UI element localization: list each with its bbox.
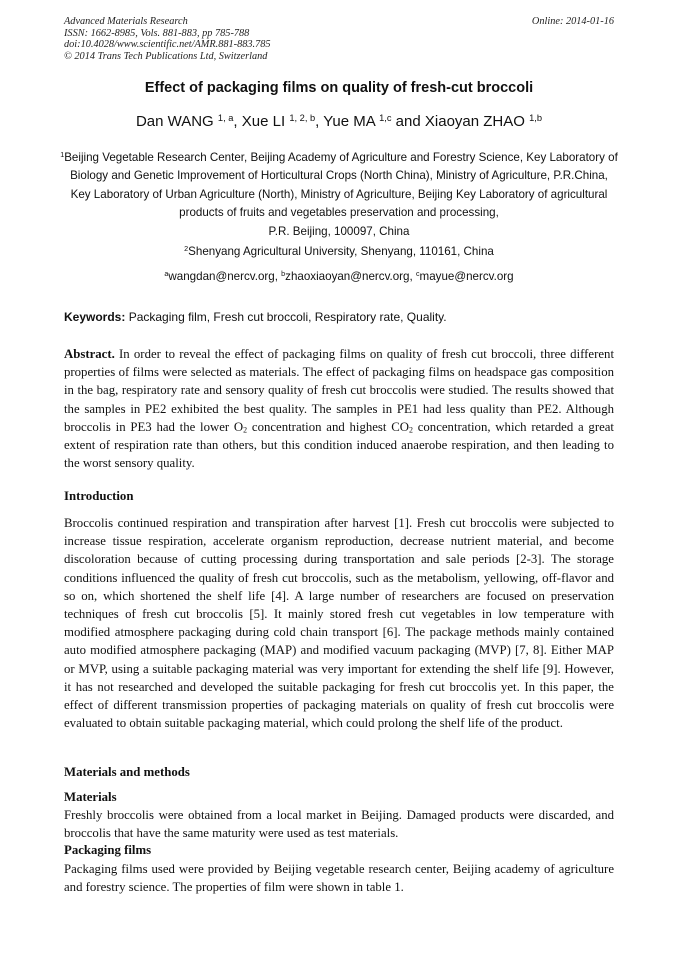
author-name: Xue LI (241, 113, 286, 130)
author-separator: , (315, 113, 324, 130)
author-affiliation-mark: 1, a (217, 112, 234, 123)
author-affiliation-mark: 1,c (379, 112, 392, 123)
author-list (40, 113, 638, 130)
email-mark: a (164, 269, 169, 279)
author-emails (60, 268, 618, 286)
author-separator: , (233, 113, 242, 130)
email-mark: c (415, 269, 420, 279)
subscript: 2 (243, 425, 248, 435)
journal-doi: doi:10.4028/www.scientific.net/AMR.881-883.785 (64, 39, 271, 50)
author-affiliation-mark: 1, 2, b (289, 112, 316, 123)
subscript: 2 (409, 425, 413, 435)
introduction-heading: Introduction (64, 489, 134, 503)
affiliation-city: P.R. Beijing, 100097, China (268, 224, 410, 238)
abstract-text: concentration, which retarded a great extent of respiration rate than others, but this condition induced anaerobe respiration, and then leading to the worst sensory quality. (64, 419, 614, 471)
affiliation-number: 2 (184, 244, 189, 254)
email-link[interactable]: zhaoxiaoyan@nercv.org (285, 270, 410, 283)
abstract (64, 345, 614, 472)
abstract-text: concentration and highest CO (247, 419, 409, 434)
journal-copyright: © 2014 Trans Tech Publications Ltd, Switzerland (64, 50, 268, 62)
materials-heading: Materials (64, 790, 117, 804)
email-link[interactable]: mayue@nercv.org (419, 270, 514, 283)
methods-heading: Materials and methods (64, 765, 190, 779)
email-separator: , (274, 270, 282, 283)
keywords (64, 308, 614, 326)
introduction-text: Broccolis continued respiration and transpiration after harvest [1]. Fresh cut broccolis were subjected to increase tissue respiration, accelerate organism reproduction, decrease nutrient material, and become discoloration because of cutting processing during transportation and sale periods [2-3]. The storage conditions influenced the quality of fresh cut broccolis, such as the metabolism, yellowing, off-flavor and so on, which shortened the shelf life [4]. A large number of researchers are focused on preservation techniques of fresh cut broccolis [5]. It mainly stored fresh cut vegetables in low temperature with modified atmosphere packaging during cold chain transport [6]. The package methods mainly contained auto modified atmosphere packaging (MAP) and modified vacuum packaging (MVP) [7, 8]. Either MAP or MVP, using a suitable packaging material was very important for extending the shelf life [9]. However, it has not researched and developed the suitable packaging for fresh cut broccolis yet. In this paper, the effect of different transmission properties of packaging materials on quality of fresh cut broccolis were evaluated to obtain suitable packaging material, which could prolong the shelf life of the product. (64, 516, 614, 731)
affiliation-text: Shenyang Agricultural University, Shenyang, 110161, China (188, 245, 494, 258)
email-mark: b (281, 269, 286, 279)
online-date: Online: 2014-01-16 (531, 16, 614, 27)
abstract-label: Abstract. (64, 347, 115, 361)
author-affiliation-mark: 1,b (529, 112, 543, 123)
email-separator: , (409, 270, 416, 283)
author-name: Xiaoyan ZHAO (424, 113, 525, 130)
journal-name: Advanced Materials Research (64, 16, 188, 27)
paper-title: Effect of packaging films on quality of fresh-cut broccoli (144, 80, 534, 96)
email-link[interactable]: wangdan@nercv.org (168, 270, 275, 283)
affiliation-number: 1 (60, 150, 65, 160)
author-separator: and (391, 113, 425, 130)
journal-header (64, 16, 614, 62)
packaging-films-heading: Packaging films (64, 843, 152, 857)
keywords-text: Packaging film, Fresh cut broccoli, Respiratory rate, Quality. (128, 310, 447, 324)
journal-issn: ISSN: 1662-8985, Vols. 881-883, pp 785-788 (64, 27, 250, 39)
affiliation-1 (60, 149, 618, 241)
materials-text: Freshly broccolis were obtained from a local market in Beijing. Damaged products were discarded, and broccolis that have the same maturity were used as test materials. (64, 808, 614, 841)
packaging-films-text: Packaging films used were provided by Beijing vegetable research center, Beijing academy of agriculture and forestry science. The properties of film were shown in table 1. (64, 862, 614, 895)
author-name: Dan WANG (135, 113, 214, 130)
author-name: Yue MA (323, 113, 375, 130)
affiliation-2 (60, 243, 618, 261)
keywords-label: Keywords: (64, 310, 126, 324)
affiliation-text: Beijing Vegetable Research Center, Beijing Academy of Agriculture and Forestry Science, Key Laboratory of Biology and Genetic Improvement of Horticultural Crops (North China), Ministry of Agriculture, P.R.China, Key Laboratory of Urban Agriculture (North), Ministry of Agriculture, Beijing Key Laboratory of agricultural products of fruits and vegetables preservation and processing, (64, 151, 618, 220)
abstract-text: In order to reveal the effect of packaging films on quality of fresh cut broccoli, three different properties of films were selected as materials. The effect of packaging films on headspace gas composition in the bag, respiratory rate and sensory quality of fresh cut broccolis were studied. The results showed that the samples in PE2 exhibited the best quality. The samples in PE1 had less quality than PE2. Although broccolis in PE3 had the lower O (64, 347, 614, 434)
